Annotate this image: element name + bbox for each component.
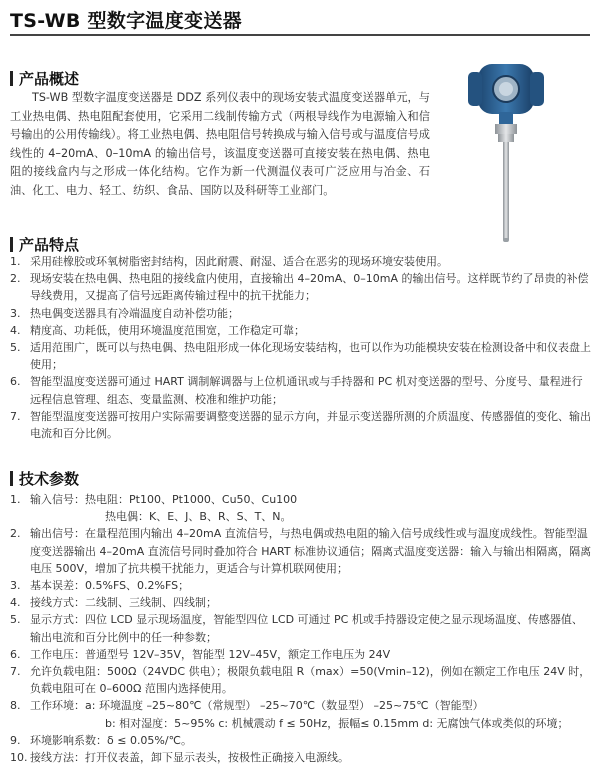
item-number: 1. bbox=[10, 493, 21, 506]
spec-item bbox=[10, 525, 592, 577]
item-number: 7. bbox=[10, 409, 21, 423]
spec-text: 四位 LCD 显示现场温度，智能型四位 LCD 可通过 PC 机或手持器设定使之显示现场温度、传感器值、输出电流和百分比例中的任一种参数； bbox=[30, 613, 583, 644]
temperature-transmitter-image bbox=[462, 56, 558, 246]
spec-item bbox=[10, 646, 592, 663]
item-text: 热电偶变送器具有冷端温度自动补偿功能； bbox=[30, 306, 239, 320]
item-text: 采用硅橡胶或环氧树脂密封结构，因此耐震、耐湿、适合在恶劣的现场环境安装使用。 bbox=[30, 255, 448, 268]
spec-body bbox=[30, 525, 592, 577]
housing-cap-left bbox=[468, 72, 482, 106]
item-number: 9. bbox=[10, 733, 21, 747]
spec-extra: 热电偶：K、E、J、B、R、S、T、N。 bbox=[105, 510, 292, 524]
feature-item bbox=[10, 322, 592, 339]
heading-bar bbox=[10, 471, 13, 486]
features-heading bbox=[10, 234, 79, 255]
features-heading-text: 产品特点 bbox=[19, 236, 80, 254]
title-divider bbox=[10, 34, 590, 36]
housing-cap-right bbox=[530, 72, 544, 106]
spec-item bbox=[10, 749, 592, 766]
fitting-nut bbox=[495, 124, 517, 134]
feature-item bbox=[10, 373, 592, 407]
spec-label: 接线方式： bbox=[30, 596, 85, 610]
item-number: 6. bbox=[10, 647, 21, 661]
spec-label: 输出信号： bbox=[30, 527, 85, 541]
spec-item bbox=[10, 611, 592, 645]
probe-tip bbox=[503, 238, 509, 242]
item-number: 5. bbox=[10, 613, 21, 627]
item-number: 4. bbox=[10, 323, 21, 337]
item-number: 8. bbox=[10, 699, 21, 713]
item-text: 适用范围广，既可以与热电偶、热电阻形成一体化现场安装结构，也可以作为功能模块安装在检测设备中和仪表盘上使用； bbox=[30, 341, 591, 372]
spec-body bbox=[30, 491, 592, 525]
spec-text: 热电阻：Pt100、Pt1000、Cu50、Cu100 bbox=[85, 493, 298, 506]
feature-item bbox=[10, 408, 592, 442]
item-text: 智能型温度变送器可按用户实际需要调整变送器的显示方向，并显示变送器所测的介质温度、传感器值的变化、输出电流和百分比例。 bbox=[30, 409, 591, 441]
overview-heading-text: 产品概述 bbox=[19, 70, 80, 88]
overview-paragraph: TS-WB 型数字温度变送器是 DDZ 系列仪表中的现场安装式温度变送器单元，与工业热电偶、热电阻配套使用，它采用二线制传输方式（两根导线作为电源输入和信号输出的公用传输线）。将工业热电偶、热电阻信号转换成与输入信号或与温度信号成线性的 4–20mA、0–10mA 的输出信号，该温度变送器可直接安装在热电偶、热电阻的接线盒内与之形成一体化结构。它作为新一代测温仪表可广泛应用与冶金、石油、化工、电力、轻工、纺织、食品、国防以及科研等工业部门。 bbox=[10, 91, 430, 197]
spec-body bbox=[30, 697, 592, 731]
feature-item bbox=[10, 305, 592, 322]
item-text: 现场安装在热电偶、热电阻的接线盒内使用，直接输出 4–20mA、0–10mA 的输出信号。这样既节约了昂贵的补偿导线费用，又提高了信号远距离传输过程中的抗干扰能力； bbox=[30, 272, 589, 303]
specs-list bbox=[10, 491, 592, 766]
spec-text: δ ≤ 0.05%/℃。 bbox=[107, 733, 192, 747]
item-number: 2. bbox=[10, 527, 21, 541]
overview-heading bbox=[10, 68, 79, 89]
heading-bar bbox=[10, 237, 13, 252]
display-glass bbox=[499, 82, 513, 96]
spec-item bbox=[10, 732, 592, 749]
item-number: 3. bbox=[10, 579, 21, 593]
heading-bar bbox=[10, 71, 13, 86]
spec-item bbox=[10, 594, 592, 611]
spec-label: 基本误差： bbox=[30, 579, 85, 593]
spec-extra: b: 相对湿度：5~95% c: 机械震动 f ≤ 50Hz，振幅≤ 0.15mm d: 无腐蚀气体或类似的环境； bbox=[105, 716, 569, 730]
spec-label: 环境影响系数： bbox=[30, 733, 107, 747]
specs-heading-text: 技术参数 bbox=[19, 470, 80, 488]
spec-body bbox=[30, 646, 592, 663]
spec-item bbox=[10, 697, 592, 731]
spec-body bbox=[30, 577, 592, 594]
specs-heading bbox=[10, 468, 79, 489]
spec-item bbox=[10, 491, 592, 525]
item-number: 6. bbox=[10, 375, 21, 389]
spec-text: 普通型号 12V–35V，智能型 12V–45V，额定工作电压为 24V bbox=[85, 647, 391, 661]
spec-text: 0.5%FS、0.2%FS； bbox=[85, 579, 190, 593]
spec-item bbox=[10, 663, 592, 697]
item-text: 智能型温度变送器可通过 HART 调制解调器与上位机通讯或与手持器和 PC 机对变送器的型号、分度号、量程进行远程信息管理、组态、变量监测、校准和维护功能； bbox=[30, 375, 583, 406]
spec-text: 500Ω（24VDC 供电）；极限负载电阻 R（max）=50(Vmin–12)，例如在额定工作电压 24V 时，负载电阻可在 0–600Ω 范围内选择使用。 bbox=[30, 665, 591, 696]
spec-text: 二线制、三线制、四线制； bbox=[85, 596, 217, 610]
item-number: 3. bbox=[10, 306, 21, 320]
item-number: 7. bbox=[10, 665, 21, 679]
housing-neck bbox=[499, 112, 513, 124]
spec-text: 在量程范围内输出 4–20mA 直流信号，与热电偶或热电阻的输入信号成线性或与温度成线性。智能型温度变送器输出 4–20mA 直流信号同时叠加符合 HART 标准协议通信；隔离式温度变送器：输入与输出相隔离，隔离电压 500V，增加了抗共模干扰能力，更适合与计算机联网使用； bbox=[30, 527, 592, 575]
item-number: 10. bbox=[10, 751, 28, 765]
spec-item bbox=[10, 577, 592, 594]
item-number: 5. bbox=[10, 341, 21, 355]
item-number: 1. bbox=[10, 255, 21, 268]
spec-body bbox=[30, 611, 592, 645]
spec-body bbox=[30, 749, 592, 766]
spec-label: 输入信号： bbox=[30, 493, 85, 506]
features-list bbox=[10, 253, 592, 442]
spec-label: 工作电压： bbox=[30, 647, 85, 661]
item-number: 4. bbox=[10, 596, 21, 610]
spec-label: 允许负载电阻： bbox=[30, 665, 107, 679]
spec-label: 接线方法： bbox=[30, 751, 85, 765]
spec-label: 显示方式： bbox=[30, 613, 85, 627]
item-text: 精度高、功耗低，使用环境温度范围宽，工作稳定可靠； bbox=[30, 323, 305, 337]
spec-text: a: 环境温度 –25~80℃（常规型） –25~70℃（数显型） –25~75℃（智能型） bbox=[85, 699, 484, 713]
item-number: 2. bbox=[10, 272, 21, 286]
probe-sheath bbox=[503, 142, 509, 240]
feature-item bbox=[10, 270, 592, 304]
spec-body bbox=[30, 732, 592, 749]
page-title: TS-WB 型数字温度变送器 bbox=[10, 10, 242, 32]
feature-item bbox=[10, 339, 592, 373]
spec-body bbox=[30, 663, 592, 697]
spec-label: 工作环境： bbox=[30, 699, 85, 713]
feature-item bbox=[10, 253, 592, 270]
spec-body bbox=[30, 594, 592, 611]
spec-text: 打开仪表盖，卸下显示表头，按极性正确接入电源线。 bbox=[85, 751, 349, 765]
fitting-thread bbox=[498, 134, 514, 142]
